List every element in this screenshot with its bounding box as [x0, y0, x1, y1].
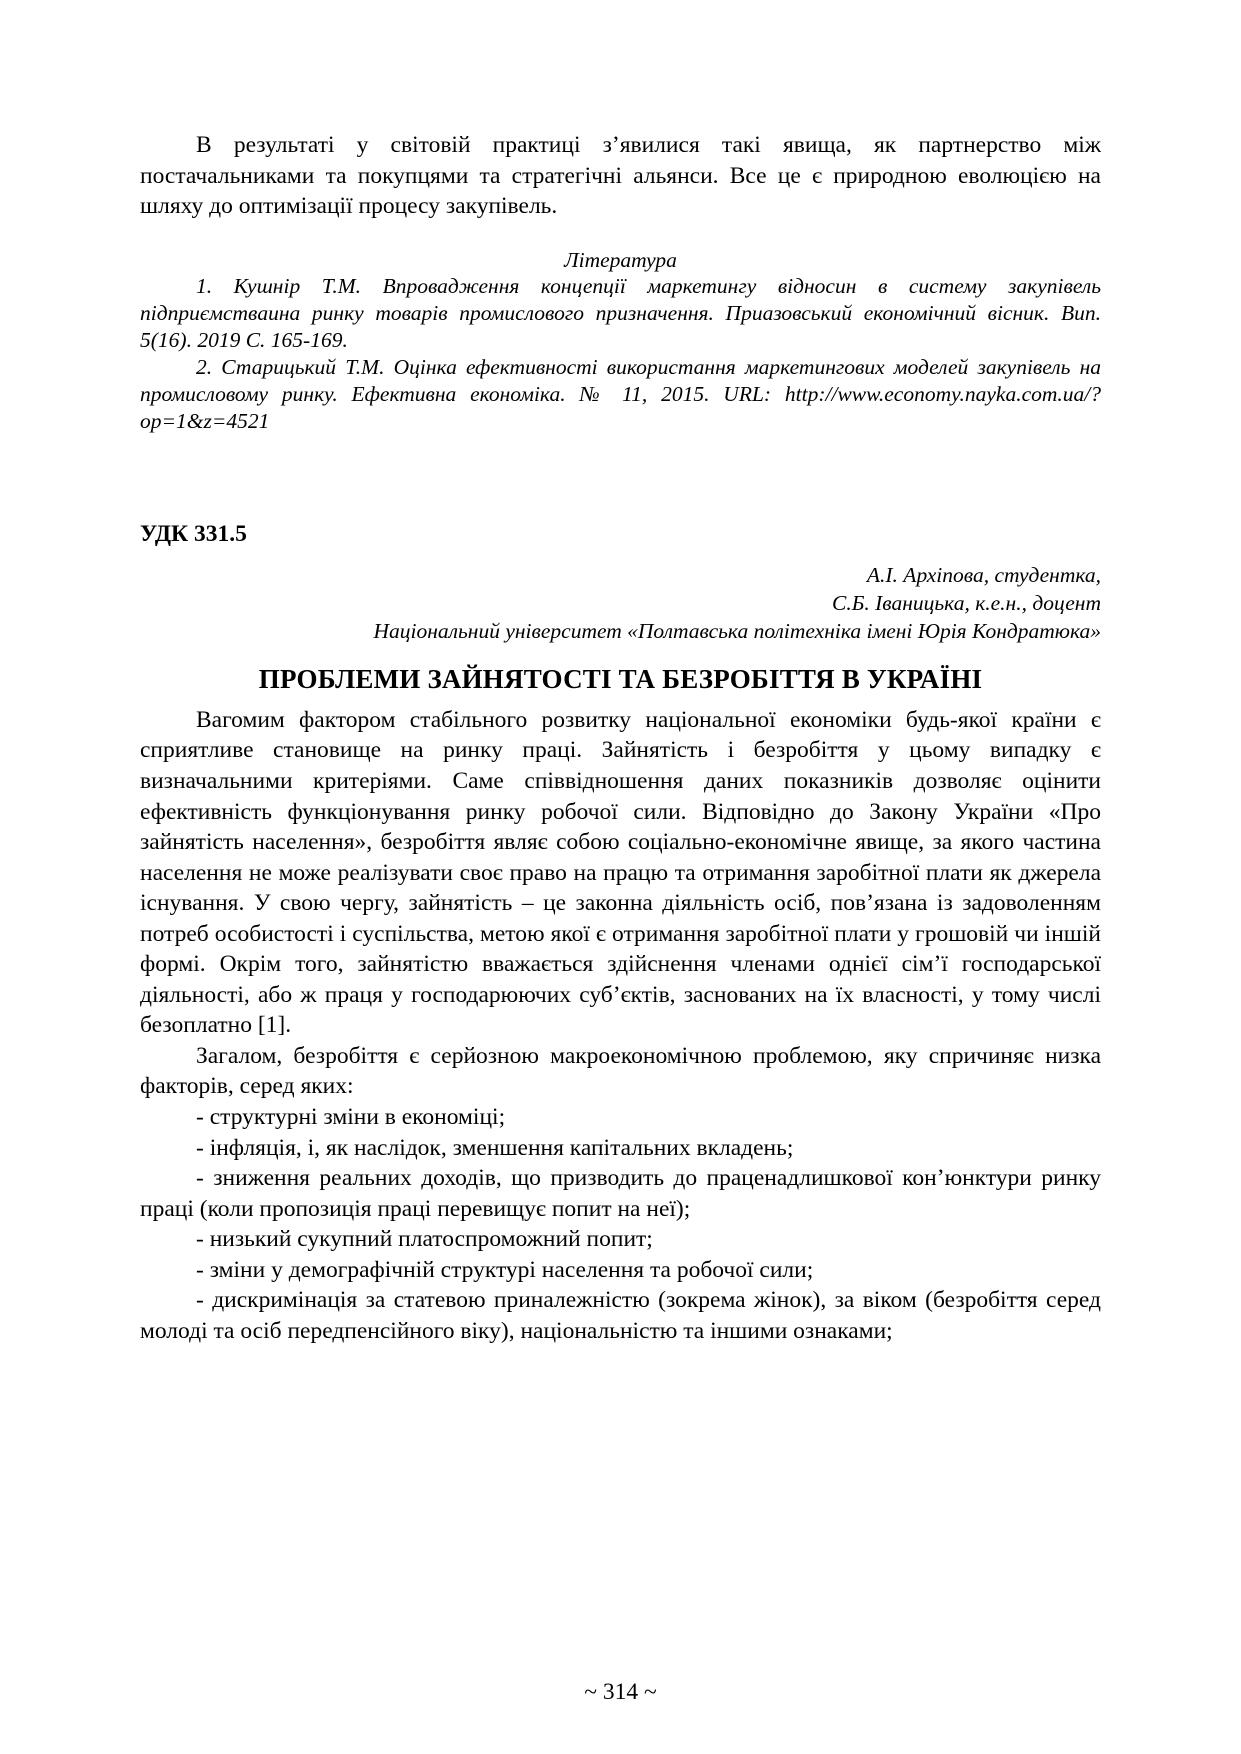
spacer — [140, 548, 1101, 562]
list-item: - інфляція, і, як наслідок, зменшення капітальних вкладень; — [196, 1134, 794, 1161]
list-item: - зміни у демографічній структурі населення та робочої сили; — [196, 1256, 814, 1283]
author-name: А.І. Архіпова, студентка, — [866, 563, 1101, 588]
intro-paragraph: В результаті у світовій практиці з’явилися такі явища, як партнерство між постачальниками та покупцями та стратегічні альянси. Все це є природною еволюцією на шляху до оптимізації процесу закупівель. — [140, 132, 1101, 220]
list-item: - зниження реальних доходів, що призводить до праценадлишкової кон’юнктури ринку праці (коли пропозиція праці перевищує попит на неї); — [140, 1165, 1101, 1222]
reference-item: 2. Старицький Т.М. Оцінка ефективності використання маркетингових моделей закупівель на промисловому ринку. Ефективна економіка. № 11, 2015. URL: http://www.economy.nayka.com.ua/?op=1&z=4521 — [140, 354, 1101, 434]
body-paragraph: Вагомим фактором стабільного розвитку національної економіки будь-якої країни є сприятливе становище на ринку праці. Зайнятість і безробіття у цьому випадку є визначальними критеріями. Саме співвідношення даних показників дозволяє оцінити ефективність функціонування ринку робочої сили. Відповідно до Закону України «Про зайнятість населення», безробіття являє собою соціально-економічне явище, за якого частина населення не може реалізувати своє право на працю та отримання заробітної плати як джерела існування. У свою чергу, зайнятість – це законна діяльність осіб, пов’язана із задоволенням потреб особистості і суспільства, метою якої є отримання заробітної плати у грошовій чи іншій формі. Окрім того, зайнятістю вважається здійснення членами однієї сім’ї господарської діяльності, або ж праця у господарюючих суб’єктів, заснованих на їх власності, у тому числі безоплатно [1]. — [140, 706, 1101, 1039]
literature-heading: Література — [564, 247, 677, 272]
reference-item: 1. Кушнір Т.М. Впровадження концепції маркетингу відносин в систему закупівель підприємствaина ринку товарів промислового призначення. Приазовський економічний вісник. Вип. 5(16). 2019 С. 165-169. — [140, 273, 1101, 352]
list-item: - низький сукупний платоспроможний попит; — [196, 1226, 653, 1253]
list-item: - дискримінація за статевою приналежністю (зокрема жінок), за віком (безробіття серед молоді та осіб передпенсійного віку), національністю та іншими ознаками; — [140, 1287, 1101, 1344]
list-item: - структурні зміни в економіці; — [196, 1104, 506, 1131]
udk-code: УДК 331.5 — [140, 521, 247, 548]
affiliation: Національний університет «Полтавська політехніка імені Юрія Кондратюка» — [373, 618, 1101, 643]
spacer — [140, 222, 1101, 248]
page-number: ~ 314 ~ — [584, 1679, 657, 1705]
author-name: С.Б. Іваницька, к.е.н., доцент — [831, 591, 1101, 616]
page-title: ПРОБЛЕМИ ЗАЙНЯТОСТІ ТА БЕЗРОБІТТЯ В УКРАЇНІ — [258, 663, 983, 694]
body-paragraph: Загалом, безробіття є серйозною макроекономічною проблемою, яку спричиняє низка факторів, серед яких: — [140, 1042, 1101, 1100]
spacer — [140, 435, 1101, 521]
